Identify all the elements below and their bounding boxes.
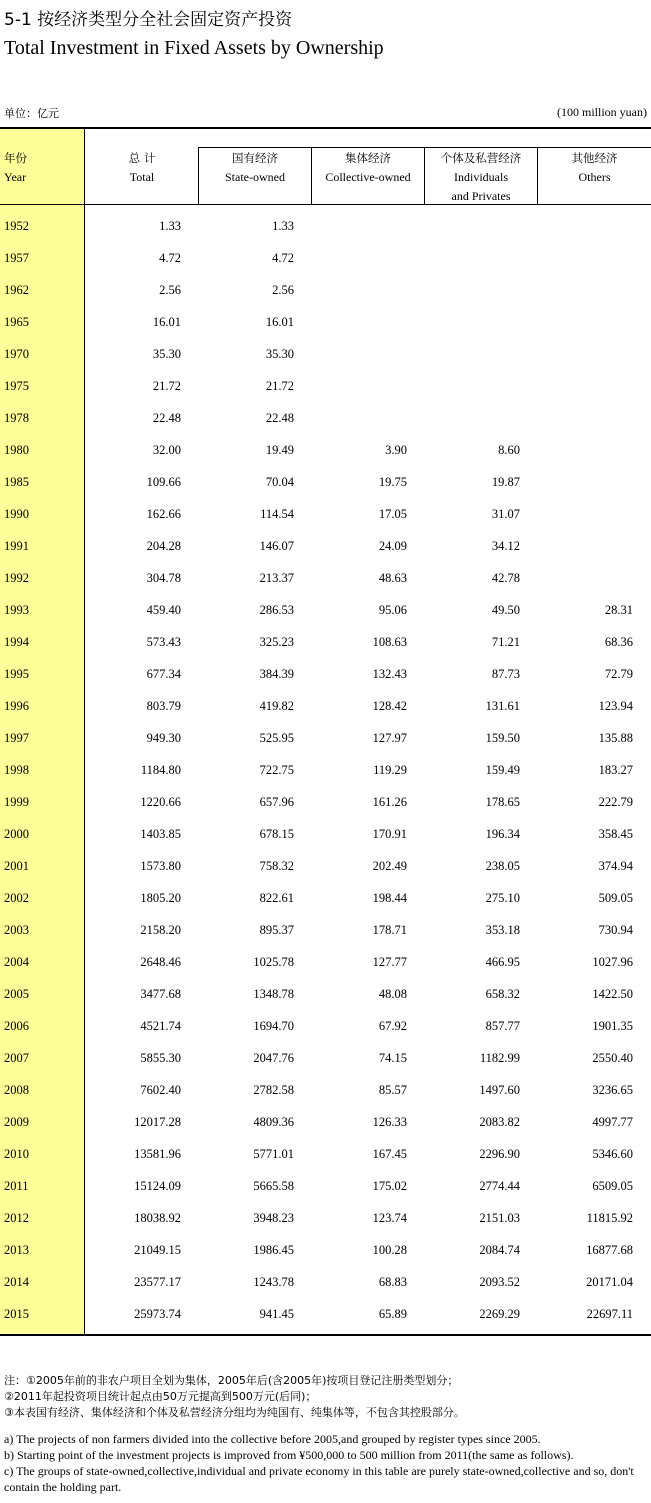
state-owned-cell: 895.37 <box>259 923 294 937</box>
total-cell: 7602.40 <box>140 1083 181 1097</box>
individuals-cell: 466.95 <box>485 955 520 969</box>
table-row <box>0 562 651 594</box>
state-owned-cell: 21.72 <box>265 379 294 393</box>
collective-cell: 74.15 <box>378 1051 407 1065</box>
year-cell: 2001 <box>4 859 29 873</box>
collective-cell: 95.06 <box>378 603 407 617</box>
individuals-cell: 196.34 <box>485 827 520 841</box>
collective-cell: 161.26 <box>372 795 407 809</box>
others-cell: 28.31 <box>604 603 633 617</box>
header-state <box>199 149 311 187</box>
notes-en <box>4 1431 644 1495</box>
individuals-cell: 2093.52 <box>479 1275 520 1289</box>
collective-cell: 132.43 <box>372 667 407 681</box>
table-row <box>0 946 651 978</box>
collective-cell: 68.83 <box>378 1275 407 1289</box>
total-cell: 35.30 <box>152 347 181 361</box>
table-row <box>0 1266 651 1298</box>
total-cell: 459.40 <box>146 603 181 617</box>
others-cell: 68.36 <box>604 635 633 649</box>
total-cell: 21049.15 <box>134 1243 181 1257</box>
total-cell: 162.66 <box>146 507 181 521</box>
state-owned-cell: 1694.70 <box>253 1019 294 1033</box>
table-row <box>0 338 651 370</box>
individuals-cell: 2083.82 <box>479 1115 520 1129</box>
total-cell: 16.01 <box>152 315 181 329</box>
year-cell: 1985 <box>4 475 29 489</box>
individuals-cell: 2269.29 <box>479 1307 520 1321</box>
year-cell: 1952 <box>4 219 29 233</box>
total-cell: 18038.92 <box>134 1211 181 1225</box>
table-row <box>0 818 651 850</box>
year-cell: 1957 <box>4 251 29 265</box>
notes-cn <box>4 1373 465 1421</box>
individuals-cell: 238.05 <box>485 859 520 873</box>
state-owned-cell: 286.53 <box>259 603 294 617</box>
state-owned-cell: 941.45 <box>259 1307 294 1321</box>
collective-cell: 17.05 <box>378 507 407 521</box>
state-owned-cell: 5771.01 <box>253 1147 294 1161</box>
year-cell: 2014 <box>4 1275 29 1289</box>
individuals-cell: 2774.44 <box>479 1179 520 1193</box>
total-cell: 204.28 <box>146 539 181 553</box>
state-owned-cell: 822.61 <box>259 891 294 905</box>
year-cell: 1997 <box>4 731 29 745</box>
total-cell: 1.33 <box>159 219 181 233</box>
year-cell: 2011 <box>4 1179 29 1193</box>
note-en-a: a) The projects of non farmers divided into the collective before 2005,and grouped by register types since 2005. <box>4 1432 541 1446</box>
table-row <box>0 1298 651 1330</box>
total-cell: 23577.17 <box>134 1275 181 1289</box>
table-row <box>0 1170 651 1202</box>
individuals-cell: 34.12 <box>491 539 520 553</box>
collective-cell: 48.08 <box>378 987 407 1001</box>
individuals-cell: 1182.99 <box>479 1051 520 1065</box>
table-row <box>0 210 651 242</box>
total-cell: 1220.66 <box>140 795 181 809</box>
collective-cell: 119.29 <box>373 763 407 777</box>
year-cell: 1978 <box>4 411 29 425</box>
table-row <box>0 466 651 498</box>
collective-cell: 123.74 <box>372 1211 407 1225</box>
state-owned-cell: 114.54 <box>260 507 294 521</box>
total-cell: 25973.74 <box>134 1307 181 1321</box>
others-cell: 1027.96 <box>592 955 633 969</box>
year-cell: 1962 <box>4 283 29 297</box>
collective-cell: 3.90 <box>385 443 407 457</box>
individuals-cell: 159.49 <box>485 763 520 777</box>
collective-cell: 126.33 <box>372 1115 407 1129</box>
state-owned-cell: 4809.36 <box>253 1115 294 1129</box>
unit-label-en: (100 million yuan) <box>557 105 647 119</box>
table-row <box>0 882 651 914</box>
individuals-cell: 42.78 <box>491 571 520 585</box>
collective-cell: 202.49 <box>372 859 407 873</box>
total-cell: 2158.20 <box>140 923 181 937</box>
total-cell: 32.00 <box>152 443 181 457</box>
collective-cell: 19.75 <box>378 475 407 489</box>
state-owned-cell: 19.49 <box>265 443 294 457</box>
header-state-en: State-owned <box>225 170 285 184</box>
table-row <box>0 274 651 306</box>
table-row <box>0 242 651 274</box>
state-owned-cell: 35.30 <box>265 347 294 361</box>
page-title-en: Total Investment in Fixed Assets by Ownership <box>4 37 384 59</box>
state-owned-cell: 419.82 <box>259 699 294 713</box>
total-cell: 4.72 <box>159 251 181 265</box>
table-row <box>0 754 651 786</box>
total-cell: 2.56 <box>159 283 181 297</box>
table-row <box>0 1074 651 1106</box>
collective-cell: 108.63 <box>372 635 407 649</box>
total-cell: 573.43 <box>146 635 181 649</box>
table-row <box>0 402 651 434</box>
state-owned-cell: 70.04 <box>265 475 294 489</box>
year-cell: 1996 <box>4 699 29 713</box>
state-owned-cell: 5665.58 <box>253 1179 294 1193</box>
total-cell: 3477.68 <box>140 987 181 1001</box>
year-cell: 2015 <box>4 1307 29 1321</box>
state-owned-cell: 16.01 <box>265 315 294 329</box>
collective-cell: 65.89 <box>378 1307 407 1321</box>
note-cn-2: ②2011年起投资项目统计起点由50万元提高到500万元(后同)； <box>4 1390 317 1403</box>
header-year-cn: 年份 <box>4 151 27 165</box>
total-cell: 803.79 <box>146 699 181 713</box>
header-individuals-cn: 个体及私营经济 <box>440 151 522 165</box>
others-cell: 183.27 <box>598 763 633 777</box>
table-row <box>0 722 651 754</box>
individuals-cell: 1497.60 <box>479 1083 520 1097</box>
table-row <box>0 690 651 722</box>
collective-cell: 48.63 <box>378 571 407 585</box>
state-owned-cell: 3948.23 <box>253 1211 294 1225</box>
total-cell: 4521.74 <box>140 1019 181 1033</box>
year-cell: 1975 <box>4 379 29 393</box>
table-row <box>0 1202 651 1234</box>
header-others-en: Others <box>578 170 611 184</box>
table-bottom-rule <box>0 1334 651 1336</box>
state-owned-cell: 4.72 <box>272 251 294 265</box>
year-cell: 1994 <box>4 635 29 649</box>
collective-cell: 178.71 <box>372 923 407 937</box>
individuals-cell: 31.07 <box>491 507 520 521</box>
individuals-cell: 49.50 <box>491 603 520 617</box>
individuals-cell: 8.60 <box>498 443 520 457</box>
individuals-cell: 275.10 <box>485 891 520 905</box>
header-individuals-en2: and Privates <box>451 189 511 203</box>
state-owned-cell: 1348.78 <box>253 987 294 1001</box>
year-cell: 1990 <box>4 507 29 521</box>
total-cell: 5855.30 <box>140 1051 181 1065</box>
table-row <box>0 594 651 626</box>
others-cell: 4997.77 <box>592 1115 633 1129</box>
state-owned-cell: 325.23 <box>259 635 294 649</box>
note-cn-3: ③本表国有经济、集体经济和个体及私营经济分组均为纯国有、纯集体等，不包含其控股部分。 <box>4 1406 465 1419</box>
table-row <box>0 786 651 818</box>
collective-cell: 175.02 <box>372 1179 407 1193</box>
total-cell: 12017.28 <box>134 1115 181 1129</box>
state-owned-cell: 1986.45 <box>253 1243 294 1257</box>
individuals-cell: 131.61 <box>485 699 520 713</box>
header-collective <box>312 149 424 187</box>
state-owned-cell: 146.07 <box>259 539 294 553</box>
table-row <box>0 370 651 402</box>
state-owned-cell: 525.95 <box>259 731 294 745</box>
others-cell: 222.79 <box>598 795 633 809</box>
total-cell: 677.34 <box>146 667 181 681</box>
page-title-cn: 5-1 按经济类型分全社会固定资产投资 <box>4 10 293 30</box>
state-owned-cell: 722.75 <box>259 763 294 777</box>
year-cell: 1991 <box>4 539 29 553</box>
table-row <box>0 914 651 946</box>
table-row <box>0 1138 651 1170</box>
state-owned-cell: 213.37 <box>259 571 294 585</box>
table-row <box>0 1010 651 1042</box>
header-year-en: Year <box>4 170 27 184</box>
state-owned-cell: 2.56 <box>272 283 294 297</box>
total-cell: 1805.20 <box>140 891 181 905</box>
collective-cell: 198.44 <box>372 891 407 905</box>
total-cell: 2648.46 <box>140 955 181 969</box>
individuals-cell: 658.32 <box>485 987 520 1001</box>
table-row <box>0 1106 651 1138</box>
others-cell: 135.88 <box>598 731 633 745</box>
others-cell: 5346.60 <box>592 1147 633 1161</box>
header-others <box>538 149 651 187</box>
others-cell: 72.79 <box>604 667 633 681</box>
year-cell: 2000 <box>4 827 29 841</box>
collective-cell: 24.09 <box>378 539 407 553</box>
others-cell: 358.45 <box>598 827 633 841</box>
year-cell: 1992 <box>4 571 29 585</box>
year-cell: 1998 <box>4 763 29 777</box>
individuals-cell: 857.77 <box>485 1019 520 1033</box>
others-cell: 3236.65 <box>592 1083 633 1097</box>
header-total <box>86 149 198 187</box>
table-top-rule <box>0 127 651 129</box>
others-cell: 1901.35 <box>592 1019 633 1033</box>
collective-cell: 100.28 <box>372 1243 407 1257</box>
others-cell: 730.94 <box>598 923 633 937</box>
others-cell: 6509.05 <box>592 1179 633 1193</box>
individuals-cell: 178.65 <box>485 795 520 809</box>
state-owned-cell: 1.33 <box>272 219 294 233</box>
state-owned-cell: 1025.78 <box>253 955 294 969</box>
header-collective-cn: 集体经济 <box>345 151 391 165</box>
total-cell: 1573.80 <box>140 859 181 873</box>
unit-label-cn: 单位：亿元 <box>4 107 59 120</box>
header-individuals <box>425 149 537 206</box>
others-cell: 1422.50 <box>592 987 633 1001</box>
total-cell: 15124.09 <box>134 1179 181 1193</box>
state-owned-cell: 758.32 <box>259 859 294 873</box>
others-cell: 22697.11 <box>586 1307 633 1321</box>
year-cell: 2006 <box>4 1019 29 1033</box>
collective-cell: 127.97 <box>372 731 407 745</box>
header-individuals-en1: Individuals <box>454 170 508 184</box>
individuals-cell: 353.18 <box>485 923 520 937</box>
individuals-cell: 87.73 <box>491 667 520 681</box>
total-cell: 21.72 <box>152 379 181 393</box>
note-en-b: b) Starting point of the investment projects is improved from ¥500,000 to 500 million from 2011(the same as follows). <box>4 1448 574 1462</box>
others-cell: 16877.68 <box>586 1243 633 1257</box>
total-cell: 1184.80 <box>140 763 181 777</box>
year-cell: 2005 <box>4 987 29 1001</box>
state-owned-cell: 22.48 <box>265 411 294 425</box>
table-row <box>0 626 651 658</box>
table-row <box>0 498 651 530</box>
individuals-cell: 2296.90 <box>479 1147 520 1161</box>
year-cell: 2002 <box>4 891 29 905</box>
state-owned-cell: 2782.58 <box>253 1083 294 1097</box>
year-cell: 1970 <box>4 347 29 361</box>
total-cell: 949.30 <box>146 731 181 745</box>
state-owned-cell: 384.39 <box>259 667 294 681</box>
state-owned-cell: 2047.76 <box>253 1051 294 1065</box>
collective-cell: 85.57 <box>378 1083 407 1097</box>
others-cell: 374.94 <box>598 859 633 873</box>
others-cell: 2550.40 <box>592 1051 633 1065</box>
collective-cell: 127.77 <box>372 955 407 969</box>
table-row <box>0 978 651 1010</box>
individuals-cell: 159.50 <box>485 731 520 745</box>
table-row <box>0 434 651 466</box>
total-cell: 22.48 <box>152 411 181 425</box>
year-cell: 1993 <box>4 603 29 617</box>
individuals-cell: 71.21 <box>491 635 520 649</box>
header-bottom-rule <box>0 204 651 205</box>
collective-cell: 67.92 <box>378 1019 407 1033</box>
table-row <box>0 306 651 338</box>
note-cn-1: 注：①2005年前的非农户项目全划为集体，2005年后(含2005年)按项目登记注册类型划分； <box>4 1374 459 1387</box>
total-cell: 1403.85 <box>140 827 181 841</box>
table-row <box>0 1234 651 1266</box>
total-cell: 13581.96 <box>134 1147 181 1161</box>
state-owned-cell: 678.15 <box>259 827 294 841</box>
header-total-en: Total <box>129 170 155 184</box>
header-others-cn: 其他经济 <box>571 151 618 165</box>
year-cell: 2004 <box>4 955 29 969</box>
collective-cell: 167.45 <box>372 1147 407 1161</box>
year-cell: 2009 <box>4 1115 29 1129</box>
header-state-cn: 国有经济 <box>232 151 278 165</box>
collective-cell: 170.91 <box>372 827 407 841</box>
collective-cell: 128.42 <box>372 699 407 713</box>
others-cell: 20171.04 <box>586 1275 633 1289</box>
year-cell: 2013 <box>4 1243 29 1257</box>
table-row <box>0 1042 651 1074</box>
year-cell: 2012 <box>4 1211 29 1225</box>
header-collective-en: Collective-owned <box>325 170 411 184</box>
state-owned-cell: 657.96 <box>259 795 294 809</box>
state-owned-cell: 1243.78 <box>253 1275 294 1289</box>
header-year <box>4 149 27 187</box>
table-body <box>0 210 651 1330</box>
year-cell: 1995 <box>4 667 29 681</box>
year-cell: 2010 <box>4 1147 29 1161</box>
others-cell: 123.94 <box>598 699 633 713</box>
total-cell: 109.66 <box>146 475 181 489</box>
note-en-c: c) The groups of state-owned,collective,individual and private economy in this table are purely state-owned,collective and so, don't contain the holding part. <box>4 1464 634 1494</box>
total-cell: 304.78 <box>146 571 181 585</box>
others-cell: 11815.92 <box>586 1211 633 1225</box>
others-cell: 509.05 <box>598 891 633 905</box>
header-total-cn: 总 计 <box>128 151 156 165</box>
year-cell: 1980 <box>4 443 29 457</box>
table-row <box>0 530 651 562</box>
year-cell: 1965 <box>4 315 29 329</box>
individuals-cell: 2084.74 <box>479 1243 520 1257</box>
table-row <box>0 850 651 882</box>
individuals-cell: 2151.03 <box>479 1211 520 1225</box>
year-cell: 1999 <box>4 795 29 809</box>
table-row <box>0 658 651 690</box>
individuals-cell: 19.87 <box>491 475 520 489</box>
year-cell: 2007 <box>4 1051 29 1065</box>
year-cell: 2008 <box>4 1083 29 1097</box>
year-cell: 2003 <box>4 923 29 937</box>
